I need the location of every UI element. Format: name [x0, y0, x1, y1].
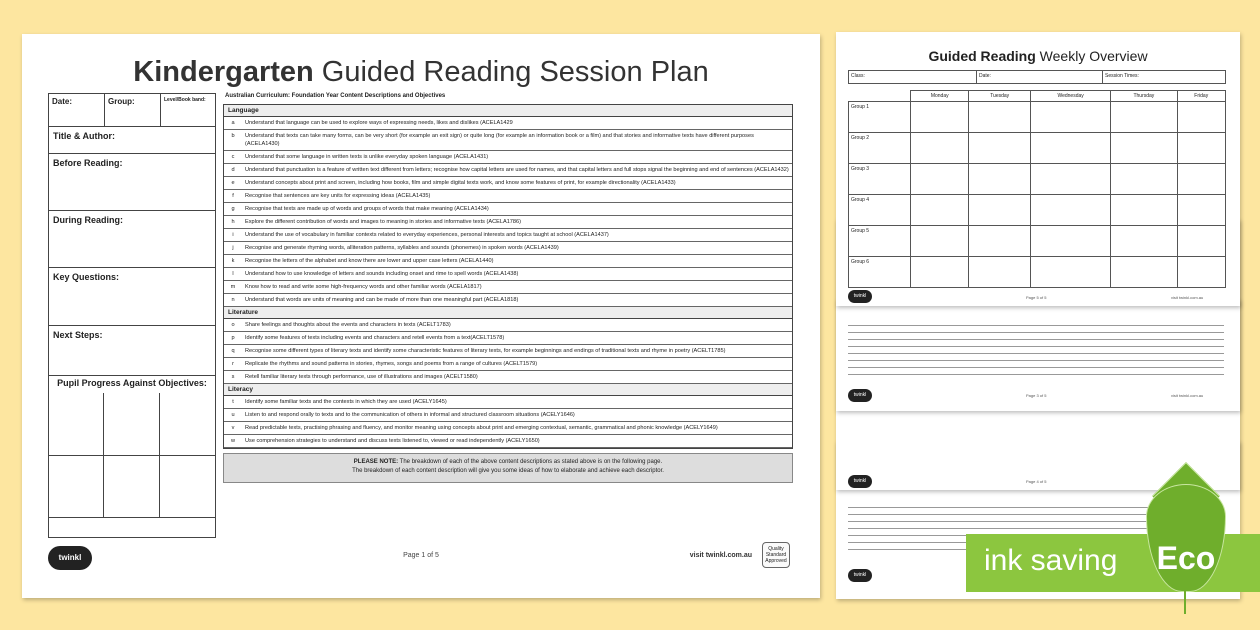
objective-letter: k: [231, 258, 235, 264]
objective-row: [224, 319, 792, 332]
footer-url: visit twinkl.com.au: [1171, 393, 1204, 398]
objective-text: Understand how to use knowledge of letters and sounds including onset and rime to spell words (ACELA1438): [245, 271, 519, 277]
objective-letter: m: [230, 284, 236, 290]
objective-row: [224, 255, 792, 268]
leaf-stem-icon: [1184, 590, 1186, 614]
objective-text: Identify some features of texts including events and characters and retell events from a text(ACELT1578): [245, 335, 505, 341]
group-label: Group 5: [849, 226, 911, 257]
objective-text: Retell familiar literary texts through performance, use of illustrations and images (ACELT1580): [245, 374, 478, 380]
section-heading: Language: [224, 105, 792, 117]
quality-badge: Quality Standard Approved: [762, 542, 790, 568]
objective-letter: q: [231, 348, 235, 354]
objective-row: [224, 216, 792, 229]
objective-text: Understand that texts can take many forms, can be very short (for example an exit sign) or quite long (for example an information book or a film) and that stories and informative texts have different purposes (ACELA1430): [245, 133, 754, 147]
pupil-progress-grid: [49, 393, 215, 518]
twinkl-logo: twinkl: [848, 475, 872, 488]
twinkl-logo: twinkl: [848, 389, 872, 402]
title-author-box: Title & Author:: [49, 127, 215, 154]
objective-letter: h: [231, 219, 235, 225]
page-number: Page 5 of 5: [1026, 295, 1047, 300]
objective-text: Understand that words are units of meaning and can be made of more than one meaningful part (ACELA1818): [245, 297, 519, 303]
day-header: Thursday: [1111, 91, 1177, 102]
please-note-box: PLEASE NOTE: The breakdown of each of the above content descriptions as stated above is on the following page. The breakdown of each content description will give you some ideas of how to elaborate and achieve each descriptor.: [223, 453, 793, 483]
objective-text: Know how to read and write some high-frequency words and other familiar words (ACELA1817): [245, 284, 482, 290]
objective-letter: o: [231, 322, 235, 328]
objective-letter: a: [231, 120, 235, 126]
objective-text: Explore the different contribution of words and images to meaning in stories and informative texts (ACELA1786): [245, 219, 522, 225]
objective-row: [224, 332, 792, 345]
objective-row: [224, 130, 792, 151]
objective-text: Recognise some different types of literary texts and identify some characteristic features of literary texts, for example beginnings and endings of traditional texts and rhyme in poetry (ACELT1785): [245, 348, 726, 354]
objectives-table: [223, 104, 793, 449]
date-group-row: [49, 94, 215, 127]
class-label: Class:: [849, 71, 977, 83]
objective-row: [224, 164, 792, 177]
objective-row: [224, 229, 792, 242]
objective-text: Understand that punctuation is a feature of written text different from letters; recognise how capital letters are used for names, and that capital letters and full stops signal the beginning and end of sentences (ACELA1432): [245, 167, 789, 173]
curriculum-heading: Australian Curriculum: Foundation Year Content Descriptions and Objectives: [225, 93, 446, 99]
group-label: Group 6: [849, 257, 911, 288]
objective-row: [224, 294, 792, 307]
objective-row: [224, 151, 792, 164]
objective-text: Understand that some language in written texts is unlike everyday spoken language (ACELA1431): [245, 154, 489, 160]
page-number: Page 4 of 5: [1026, 479, 1047, 484]
objective-text: Replicate the rhythms and sound patterns in stories, rhymes, songs and poems from a range of cultures (ACELT1579): [245, 361, 538, 367]
objective-row: [224, 358, 792, 371]
pupil-progress-heading: Pupil Progress Against Objectives:: [57, 378, 207, 388]
weekly-overview-page: [836, 32, 1240, 306]
twinkl-logo: twinkl: [848, 569, 872, 582]
weekly-grid: [848, 90, 1226, 288]
objective-letter: l: [232, 271, 234, 277]
objective-letter: v: [231, 425, 235, 431]
objective-row: [224, 396, 792, 409]
twinkl-logo: twinkl: [48, 546, 92, 570]
objective-letter: r: [232, 361, 234, 367]
group-label: Group 2: [849, 133, 911, 164]
objective-row: [224, 281, 792, 294]
eco-label: Eco: [1156, 540, 1216, 576]
day-header: Monday: [911, 91, 969, 102]
during-reading-box: During Reading:: [49, 211, 215, 268]
objective-text: Recognise and generate rhyming words, alliteration patterns, syllables and sounds (phonemes) in spoken words (ACELA1439): [245, 245, 559, 251]
objective-text: Use comprehension strategies to understand and discuss texts listened to, viewed or read independently (ACELY1650): [245, 438, 540, 444]
objective-row: [224, 345, 792, 358]
objective-text: Share feelings and thoughts about the events and characters in texts (ACELT1783): [245, 322, 451, 328]
objective-row: [224, 242, 792, 255]
objective-letter: n: [231, 297, 235, 303]
key-questions-box: Key Questions:: [49, 268, 215, 326]
objective-letter: g: [231, 206, 235, 212]
group-label: Group 4: [849, 195, 911, 226]
objective-text: Recognise that sentences are key units for expressing ideas (ACELA1435): [245, 193, 431, 199]
objective-letter: e: [231, 180, 235, 186]
weekly-title: Guided Reading Weekly Overview: [928, 48, 1148, 64]
objective-row: [224, 422, 792, 435]
date-label: Date:: [977, 71, 1103, 83]
day-header: Wednesday: [1030, 91, 1110, 102]
before-reading-box: Before Reading:: [49, 154, 215, 211]
objective-letter: f: [232, 193, 234, 199]
objective-letter: d: [231, 167, 235, 173]
page-number: Page 1 of 5: [403, 552, 439, 559]
left-column: [48, 93, 216, 538]
objective-row: [224, 435, 792, 448]
group-label: Group 1: [849, 102, 911, 133]
section-heading: Literature: [224, 307, 792, 319]
day-header: Tuesday: [969, 91, 1031, 102]
objective-text: Listen to and respond orally to texts and to the communication of others in informal and structured classroom situations (ACELY1646): [245, 412, 575, 418]
session-plan-page: [22, 34, 820, 598]
session-times-label: Session Times:: [1105, 73, 1139, 79]
objective-letter: s: [231, 374, 235, 380]
objective-letter: j: [232, 245, 234, 251]
objective-row: [224, 409, 792, 422]
objective-letter: w: [230, 438, 236, 444]
group-label: Group:: [105, 94, 161, 126]
objective-text: Recognise that texts are made up of words and groups of words that make meaning (ACELA1434): [245, 206, 489, 212]
page-title: Kindergarten Guided Reading Session Plan: [133, 56, 709, 88]
objective-text: Understand that language can be used to explore ways of expressing needs, likes and dislikes (ACELA1429: [245, 120, 513, 126]
objective-letter: c: [231, 154, 235, 160]
objective-letter: b: [231, 133, 235, 139]
page-text-lines: [848, 319, 1224, 375]
objective-letter: p: [231, 335, 235, 341]
objective-letter: u: [231, 412, 235, 418]
objective-text: Understand concepts about print and screen, including how books, film and simple digital texts work, and know some features of print, for example directionality (ACELA1433): [245, 180, 676, 186]
footer-url: visit twinkl.com.au: [1171, 295, 1204, 300]
objective-text: Understand the use of vocabulary in familiar contexts related to everyday experiences, personal interests and topics taught at school (ACELA1437): [245, 232, 609, 238]
objective-row: [224, 268, 792, 281]
level-label: Level/Book band:: [164, 97, 206, 103]
curriculum-column: [223, 93, 793, 483]
ink-saving-text: ink saving: [984, 544, 1118, 577]
twinkl-logo: twinkl: [848, 290, 872, 303]
objective-text: Identify some familiar texts and the contexts in which they are used (ACELY1645): [245, 399, 447, 405]
date-label: Date:: [49, 94, 105, 126]
footer-url: visit twinkl.com.au: [689, 552, 752, 559]
objective-letter: i: [232, 232, 234, 238]
group-label: Group 3: [849, 164, 911, 195]
section-heading: Literacy: [224, 384, 792, 396]
objective-text: Read predictable texts, practising phrasing and fluency, and monitor meaning using concepts about print and emerging contextual, semantic, grammatical and phonic knowledge (ACELY1649): [245, 425, 718, 431]
objective-row: [224, 190, 792, 203]
weekly-info-row: [848, 70, 1226, 84]
next-steps-box: Next Steps:: [49, 326, 215, 376]
objective-row: [224, 177, 792, 190]
objective-row: [224, 371, 792, 384]
objective-row: [224, 203, 792, 216]
objective-letter: t: [232, 399, 234, 405]
objective-row: [224, 117, 792, 130]
page-number: Page 3 of 5: [1026, 393, 1047, 398]
day-header: Friday: [1177, 91, 1226, 102]
objective-text: Recognise the letters of the alphabet and know there are lower and upper case letters (ACELA1440): [245, 258, 494, 264]
